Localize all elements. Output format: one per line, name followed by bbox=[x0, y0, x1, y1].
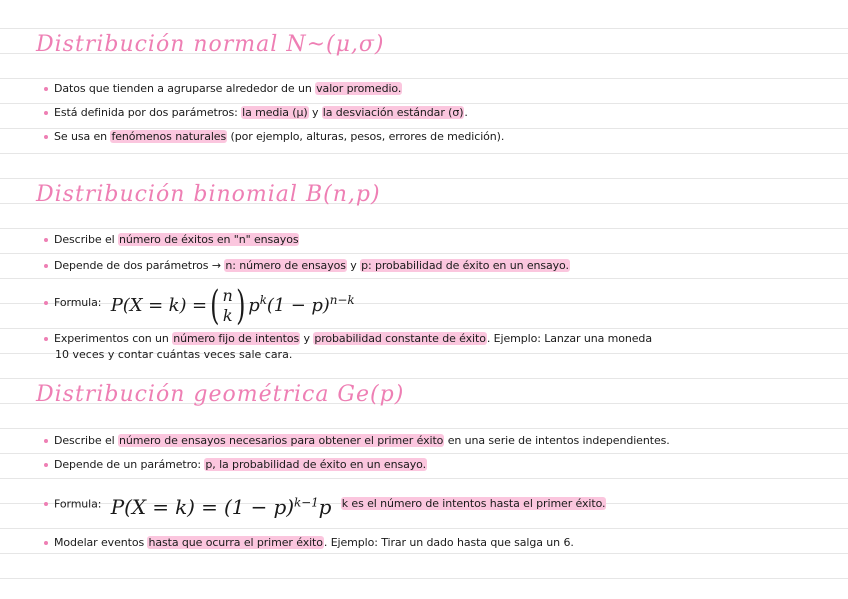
formula-exp-nk: n−k bbox=[329, 293, 355, 307]
bullet-normal-1 bbox=[44, 82, 402, 96]
highlight: número de ensayos necesarios para obtener el primer éxito bbox=[118, 434, 444, 447]
formula-mid: (1 − p) bbox=[266, 295, 330, 316]
bullet-dot bbox=[44, 541, 48, 545]
binomial-formula bbox=[110, 283, 355, 329]
text: . Ejemplo: Tirar un dado hasta que salga un 6. bbox=[323, 536, 574, 549]
bullet-geometrica-1 bbox=[44, 434, 670, 448]
bullet-binomial-1 bbox=[44, 233, 299, 247]
text: Está definida por dos parámetros: bbox=[54, 106, 242, 119]
text: . bbox=[464, 106, 468, 119]
bullet-dot bbox=[44, 111, 48, 115]
bullet-binomial-2 bbox=[44, 259, 570, 273]
bullet-binomial-formula bbox=[44, 278, 361, 328]
bullet-dot bbox=[44, 264, 48, 268]
highlight: p: probabilidad de éxito en un ensayo. bbox=[361, 259, 569, 272]
text: (por ejemplo, alturas, pesos, errores de medición). bbox=[227, 130, 505, 143]
text: Modelar eventos bbox=[54, 536, 148, 549]
highlight: probabilidad constante de éxito bbox=[314, 332, 486, 345]
formula-lhs: P(X = k) = bbox=[110, 295, 208, 316]
text: Describe el bbox=[54, 233, 118, 246]
text: Se usa en bbox=[54, 130, 111, 143]
text: en una serie de intentos independientes. bbox=[444, 434, 670, 447]
highlight: n: número de ensayos bbox=[225, 259, 346, 272]
text: . Ejemplo: Lanzar una moneda bbox=[486, 332, 652, 345]
formula-label: Formula: bbox=[54, 497, 102, 511]
binom-n: n bbox=[222, 286, 233, 305]
bullet-dot bbox=[44, 439, 48, 443]
text: Depende de dos parámetros → bbox=[54, 259, 225, 272]
bullet-dot bbox=[44, 87, 48, 91]
formula-exp-k: k bbox=[259, 293, 267, 307]
geometric-formula bbox=[111, 495, 332, 519]
bullet-dot bbox=[44, 135, 48, 139]
bullet-binomial-4-continued: 10 veces y contar cuántas veces sale cara. bbox=[55, 348, 293, 361]
formula-p: p bbox=[318, 494, 332, 519]
highlight: la media (μ) bbox=[242, 106, 308, 119]
bullet-dot bbox=[44, 301, 48, 305]
text: Describe el bbox=[54, 434, 118, 447]
bullet-dot bbox=[44, 337, 48, 341]
heading-geometrica: Distribución geométrica Ge(p) bbox=[36, 382, 405, 407]
heading-binomial: Distribución binomial B(n,p) bbox=[36, 182, 381, 207]
highlight: número fijo de intentos bbox=[173, 332, 300, 345]
formula-exp: k−1 bbox=[293, 495, 319, 509]
binom-k: k bbox=[222, 306, 233, 325]
bullet-normal-2 bbox=[44, 106, 468, 120]
text: y bbox=[300, 332, 314, 345]
text: Experimentos con un bbox=[54, 332, 173, 345]
binomial-coefficient: ( n k ) bbox=[210, 283, 246, 329]
formula-body: P(X = k) = (1 − p) bbox=[110, 494, 294, 519]
formula-p: p bbox=[248, 295, 260, 316]
bullet-dot bbox=[44, 463, 48, 467]
highlight: k es el número de intentos hasta el primer éxito. bbox=[341, 497, 606, 511]
text: Depende de un parámetro: bbox=[54, 458, 205, 471]
highlight: p, la probabilidad de éxito en un ensayo. bbox=[205, 458, 426, 471]
bullet-geometrica-2 bbox=[44, 458, 427, 472]
bullet-geometrica-4 bbox=[44, 536, 574, 550]
formula-label: Formula: bbox=[54, 296, 102, 309]
bullet-dot bbox=[44, 502, 48, 506]
bullet-normal-3 bbox=[44, 130, 504, 144]
bullet-binomial-4 bbox=[44, 332, 652, 346]
bullet-dot bbox=[44, 238, 48, 242]
bullet-geometrica-formula bbox=[44, 484, 606, 525]
text: Datos que tienden a agruparse alrededor de un bbox=[54, 82, 316, 95]
text: y bbox=[346, 259, 361, 272]
heading-normal: Distribución normal N~(μ,σ) bbox=[36, 32, 385, 57]
highlight: número de éxitos en "n" ensayos bbox=[118, 233, 299, 246]
highlight: hasta que ocurra el primer éxito bbox=[148, 536, 323, 549]
text: y bbox=[308, 106, 322, 119]
highlight: fenómenos naturales bbox=[111, 130, 227, 143]
highlight: valor promedio. bbox=[316, 82, 402, 95]
highlight: la desviación estándar (σ) bbox=[322, 106, 464, 119]
